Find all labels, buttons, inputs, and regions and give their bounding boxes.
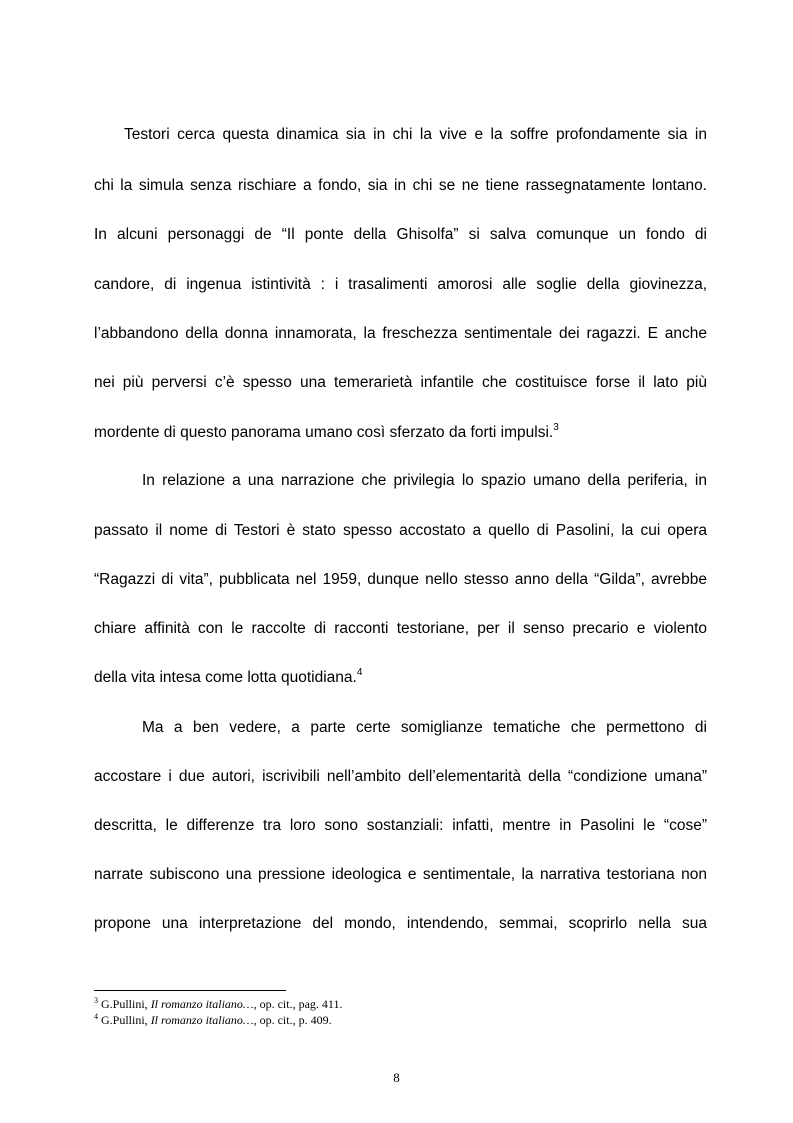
paragraph-line: candore, di ingenua istintività : i trasalimenti amorosi alle soglie della giovinezza, (94, 276, 707, 293)
paragraph-line: descritta, le differenze tra loro sono sostanziali: infatti, mentre in Pasolini le “cose” (94, 817, 707, 834)
footnote-ref: 3 (553, 422, 559, 433)
paragraph-line: mordente di questo panorama umano così sferzato da forti impulsi.$^3$ (94, 422, 559, 441)
paragraph-line: propone una interpretazione del mondo, intendendo, semmai, scoprirlo nella sua (94, 915, 707, 932)
paragraph-line: della vita intesa come lotta quotidiana.$^4$ (94, 667, 363, 686)
paragraph-line: l’abbandono della donna innamorata, la freschezza sentimentale dei ragazzi. E anche (94, 325, 707, 342)
paragraph-line: chi la simula senza rischiare a fondo, sia in chi se ne tiene rassegnatamente lontano. (94, 177, 707, 194)
footnote-separator (94, 990, 286, 991)
footnote: $^3$ G.Pullini, Il romanzo italiano…, op. cit., pag. 411. (94, 996, 343, 1011)
footnote-ref: 4 (356, 667, 363, 678)
paragraph-line: accostare i due autori, iscrivibili nell’ambito dell’elementarità della “condizione umana” (94, 768, 707, 785)
footnote: $^4$ G.Pullini, Il romanzo italiano…, op. cit., p. 409. (94, 1012, 332, 1027)
footnotes (94, 996, 707, 1028)
paragraph-line: Testori cerca questa dinamica sia in chi la vive e la soffre profondamente sia in (124, 126, 707, 143)
paragraph-line: In relazione a una narrazione che privilegia lo spazio umano della periferia, in (142, 472, 707, 489)
page-number: 8 (393, 1070, 400, 1085)
paragraph-line: Ma a ben vedere, a parte certe somiglianze tematiche che permettono di (142, 719, 707, 736)
paragraph-line: passato il nome di Testori è stato spesso accostato a quello di Pasolini, la cui opera (94, 522, 707, 539)
paragraph-line: chiare affinità con le raccolte di racconti testoriane, per il senso precario e violento (94, 620, 707, 637)
paragraph-line: narrate subiscono una pressione ideologica e sentimentale, la narrativa testoriana non (94, 866, 707, 883)
paragraph-line: nei più perversi c’è spesso una temerarietà infantile che costituisce forse il lato più (94, 374, 707, 391)
paragraph-line: In alcuni personaggi de “Il ponte della Ghisolfa” si salva comunque un fondo di (94, 226, 707, 243)
paragraph-line: “Ragazzi di vita”, pubblicata nel 1959, dunque nello stesso anno della “Gilda”, avrebbe (94, 571, 707, 588)
